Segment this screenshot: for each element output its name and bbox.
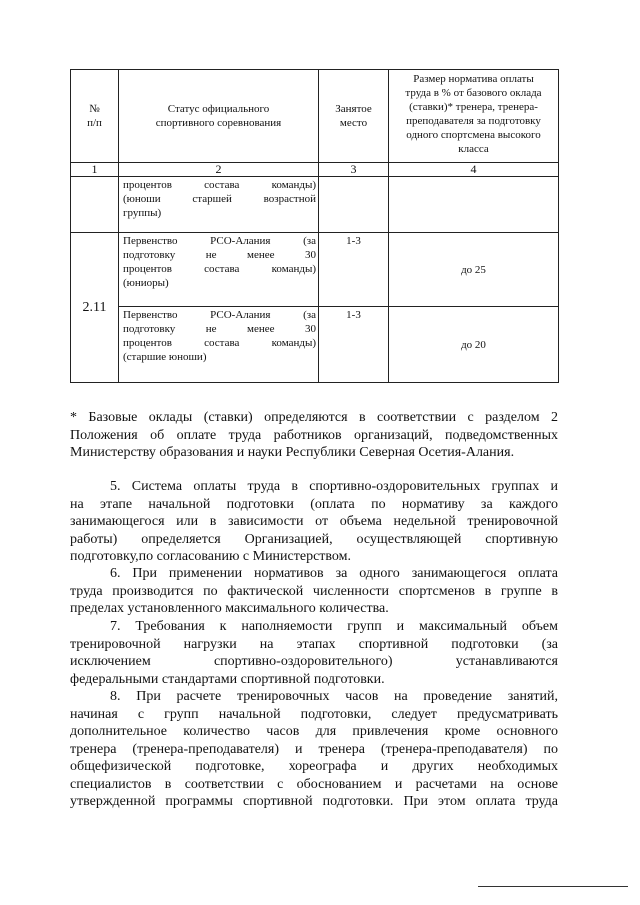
norm-table: [70, 69, 559, 383]
bottom-rule: [478, 886, 628, 887]
table-row: [71, 307, 559, 383]
empty-cell: [319, 177, 389, 233]
column-number: 3: [319, 163, 389, 177]
column-number-row: [71, 163, 559, 177]
column-number: 4: [389, 163, 559, 177]
place-cell: 1-3: [319, 307, 389, 383]
header-place: Занятое место: [319, 70, 389, 163]
status-cell: Первенство РСО-Алания (за подготовку не менее 30 процентов состава команды) (юниоры): [119, 233, 319, 307]
paragraph-5: 5. Система оплаты труда в спортивно-оздоровительных группах и на этапе начальной подготовки (оплата по нормативу за каждого занимающегося или в зависимости от объема недельной тренировочной работы) определяется Организацией, осуществляющей спортивную подготовку,по согласованию с Министерством.: [70, 479, 558, 564]
paragraph-7: 7. Требования к наполняемости групп и максимальный объем тренировочной нагрузки на этапах спортивной подготовки (за исключением спортивно-оздоровительного) устанавливаются федеральными стандартами спортивной подготовки.: [70, 619, 558, 687]
footnote: * Базовые оклады (ставки) определяются в соответствии с разделом 2 Положения об оплате труда работников организаций, подведомственных Министерству образования и науки Республики Северная Осетия-Алания.: [70, 410, 558, 460]
column-number: 1: [71, 163, 119, 177]
section-number: 2.11: [71, 233, 119, 383]
table-row-continued: [71, 177, 559, 233]
table-row: [71, 233, 559, 307]
status-cell: Первенство РСО-Алания (за подготовку не менее 30 процентов состава команды) (старшие юноши): [119, 307, 319, 383]
column-number: 2: [119, 163, 319, 177]
empty-cell: [389, 177, 559, 233]
paragraph-8: 8. При расчете тренировочных часов на проведение занятий, начиная с групп начальной подготовки, следует предусматривать дополнительное количество часов для привлечения кроме основного тренера (тренера-преподавателя) и тренера (тренера-преподавателя) по общефизической подготовке, хореографа и других необходимых специалистов в соответствии с обоснованием и расчетами на основе утвержденной программы спортивной подготовки. При этом оплата труда: [70, 689, 558, 809]
header-status: Статус официального спортивного соревнования: [119, 70, 319, 163]
status-cell: процентов состава команды) (юноши старшей возрастной группы): [119, 177, 319, 233]
place-cell: 1-3: [319, 233, 389, 307]
empty-cell: [71, 177, 119, 233]
paragraph-6: 6. При применении нормативов за одного занимающегося оплата труда производится по фактической численности спортсменов в группе в пределах установленного максимального количества.: [70, 566, 558, 616]
norm-cell: до 20: [389, 307, 559, 383]
header-number: № п/п: [71, 70, 119, 163]
table-header-row: [71, 70, 559, 163]
header-norm: Размер норматива оплаты труда в % от базового оклада (ставки)* тренера, тренера- преподавателя за подготовку одного спортсмена высокого класса: [389, 70, 559, 163]
norm-cell: до 25: [389, 233, 559, 307]
